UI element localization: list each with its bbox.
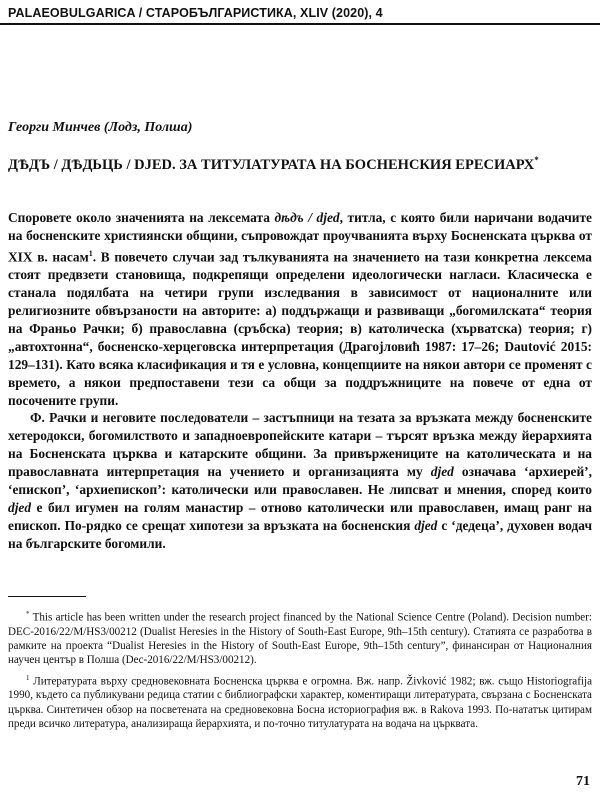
term-djed: djed: [430, 464, 454, 480]
article-title: [8, 151, 592, 175]
paragraph-text: с ‘дедеца’, духовен водач на българските богомили.: [8, 517, 592, 551]
page-number: 71: [576, 774, 590, 789]
footnote-text: This article has been written under the research project financed by the National Science Centre (Poland). Decision number: DEC-2016/22/M/HS3/00212 (Dualist Heresies in the History of South-East Europe, 9th–15th century). Статията се разработва в рамките на проекта “Dualist Heresies in the History of South-East Europe, 9th–15th century”, финансиран от Националния научен център в Полша (Dec-2016/22/M/HS3/00212).: [8, 611, 592, 667]
running-header: PALAEOBULGARICA / СТАРОБЪЛГАРИСТИКА, XLIV (2020), 4: [8, 6, 383, 20]
footnote-star: [8, 607, 592, 668]
footnotes: [8, 607, 592, 734]
paragraph-text: , титла, с която били наричани водачите на босненските християнски общини, съпровождат проучванията върху Босненската църква от XIX в. насам: [8, 210, 592, 265]
term-djed: djed: [8, 499, 32, 515]
footnote-ref-1[interactable]: 1: [88, 248, 93, 258]
paragraph-text: Споровете около значенията на лексемата: [8, 210, 275, 225]
article-title-text: ДѢДЪ / ДѢДЬЦЬ / DJED. ЗА ТИТУЛАТУРАТА НА БОСНЕНСКИЯ ЕРЕСИАРХ: [8, 156, 535, 173]
footnote-mark: 1: [26, 673, 30, 682]
header-rule: [0, 23, 600, 25]
body-paragraph-2: [8, 409, 592, 552]
paragraph-text: Ф. Рачки и неговите последователи – застъпници на тезата за връзката между босненските хетеродокси, богомилството и западноевропейските катари – търсят връзка между йерархията на Босненската църква и катарските общини. За привържениците на католическата и на православната интерпретация на учението и организацията му: [8, 410, 592, 480]
lexeme-djed: дѣдъ / djed: [274, 210, 340, 225]
body-paragraph-1: [8, 209, 592, 409]
paragraph-text: е бил игумен на голям манастир – отново католически или православен, имащ ранг на епископ. По-рядко се срещат хипотези за връзката на босненския: [8, 499, 592, 533]
paragraph-text: . В повечето случаи зад тълкуванията на значението на тази конкретна лексема стоят предвзети становища, подкрепящи определени идеологически нагласи. Класическа е станала подялбата на четири групи изследвания в зависимост от националните или религиозните обвързаности на авторите: а) поддържащи и развиващи „богомилската“ теория на Франьо Рачки; б) православна (сръбска) теория; в) католическа (хърватска) теория; г) „автохтонна“, босненско-херцеговска интерпретация (Драгојловић 1987: 17–26; Dautović 2015: 129–131). Като всяка класификация и тя е условна, концепциите на някои автори се променят с времето, а някои предпоставени тези са общи за поддръжниците на повече от една от посочените групи.: [8, 249, 592, 408]
article-body: [8, 209, 592, 553]
term-djed: djed: [414, 517, 438, 533]
footnote-1: [8, 671, 592, 732]
footnote-text: Литературата върху средновековната Босненска църква е огромна. Вж. напр. Živković 1982; вж. също Historiografija 1990, където са публикувани редица статии с библиографски характер, коментиращи литературата, свързана с Босненската църква. Синтетичен обзор на посветената на средновековна Босна историография вж. в Rakova 1993. По-нататък цитирам преди всичко литература, анализираща йерархията, и по-точно титулатурата на водача на църквата.: [8, 675, 592, 730]
paragraph-text: означава ‘архиерей’, ‘епископ’, ‘архиепископ’: католически или православен. Не липсват и мнения, според които: [8, 464, 592, 498]
author-line: Георги Минчев (Лодз, Полша): [8, 120, 193, 135]
footnote-separator: [8, 596, 86, 597]
footnote-mark: *: [26, 610, 30, 618]
title-footnote-mark[interactable]: *: [534, 155, 539, 165]
